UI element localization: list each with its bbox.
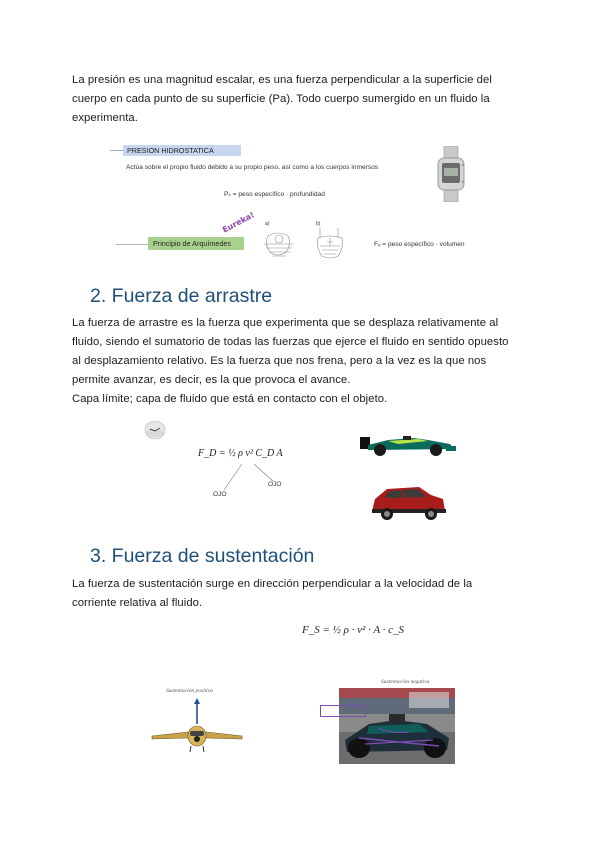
watch-icon	[436, 146, 466, 202]
archimedes-sketch-a-icon	[260, 224, 298, 262]
f1-race-photo	[339, 688, 455, 764]
label-b: b)	[316, 221, 321, 227]
golf-ball-icon	[143, 419, 167, 441]
section-3-line-1: La fuerza de sustentación surge en dirección perpendicular a la velocidad de la	[72, 578, 473, 590]
hydro-description: Actúa sobre el propio fluido debido a su propio peso, así como a los cuerpos inmersos	[126, 164, 379, 171]
section-2-line-4: permite avanzar, es decir, es la que provoca el avance.	[72, 374, 351, 386]
hydro-title-line	[110, 150, 124, 151]
section-2-line-2: fluido, siendo el sumatorio de todas las fuerzas que ejerce el fluido en sentido opuesto	[72, 336, 509, 348]
intro-paragraph	[72, 71, 542, 128]
section-2-heading: 2. Fuerza de arrastre	[90, 285, 273, 307]
hydro-title: PRESION HIDROSTATICA	[123, 145, 241, 156]
section-2-line-1: La fuerza de arrastre es la fuerza que experimenta que se desplaza relativamente al	[72, 317, 499, 329]
section-3-paragraph	[72, 575, 542, 613]
intro-line-1: La presión es una magnitud escalar, es una fuerza perpendicular a la superficie del	[72, 74, 492, 86]
ojo-label-2: OJO	[268, 481, 282, 488]
boundary-layer-text: Capa límite; capa de fluido que está en contacto con el objeto.	[72, 393, 388, 405]
lift-formula-text: F_S = ½ ρ · v² · A · c_S	[302, 624, 405, 636]
formula-ps: Pₛ = peso específico · profundidad	[224, 191, 325, 198]
arquimedes-label: Principio de Arquímedes	[148, 237, 244, 250]
label-a: a)	[265, 221, 270, 227]
section-3-line-2: corriente relativa al fluido.	[72, 597, 203, 609]
red-car-image	[369, 483, 447, 523]
section-2-line-3: al desplazamiento relativo. Es la fuerza que nos frena, pero a la vez es la que nos	[72, 355, 487, 367]
formula-fe: Fₑ = peso específico · volumen	[374, 241, 465, 248]
caption-positive-lift: Sustentación positiva	[166, 688, 213, 694]
section-2-paragraph	[72, 314, 542, 390]
intro-line-3: experimenta.	[72, 112, 138, 124]
intro-line-2: cuerpo en cada punto de su superficie (Pa). Todo cuerpo sumergido en un fluido la	[72, 93, 490, 105]
annotation-box	[320, 705, 366, 717]
arquimedes-line	[116, 244, 152, 245]
caption-negative-lift: Sustentación negativa	[381, 679, 430, 685]
section-3-heading: 3. Fuerza de sustentación	[90, 545, 315, 567]
hydrostatic-figure	[110, 140, 480, 270]
airplane-image	[150, 698, 244, 754]
drag-formula	[198, 448, 283, 459]
archimedes-sketch-b-icon	[310, 224, 350, 264]
ojo-label-1: OJO	[213, 491, 227, 498]
lift-formula	[302, 624, 404, 636]
f1-car-image	[358, 431, 458, 457]
eureka-text: Eureka!	[220, 210, 256, 235]
drag-formula-text: F_D = ½ ρ v² C_D A	[198, 448, 283, 459]
